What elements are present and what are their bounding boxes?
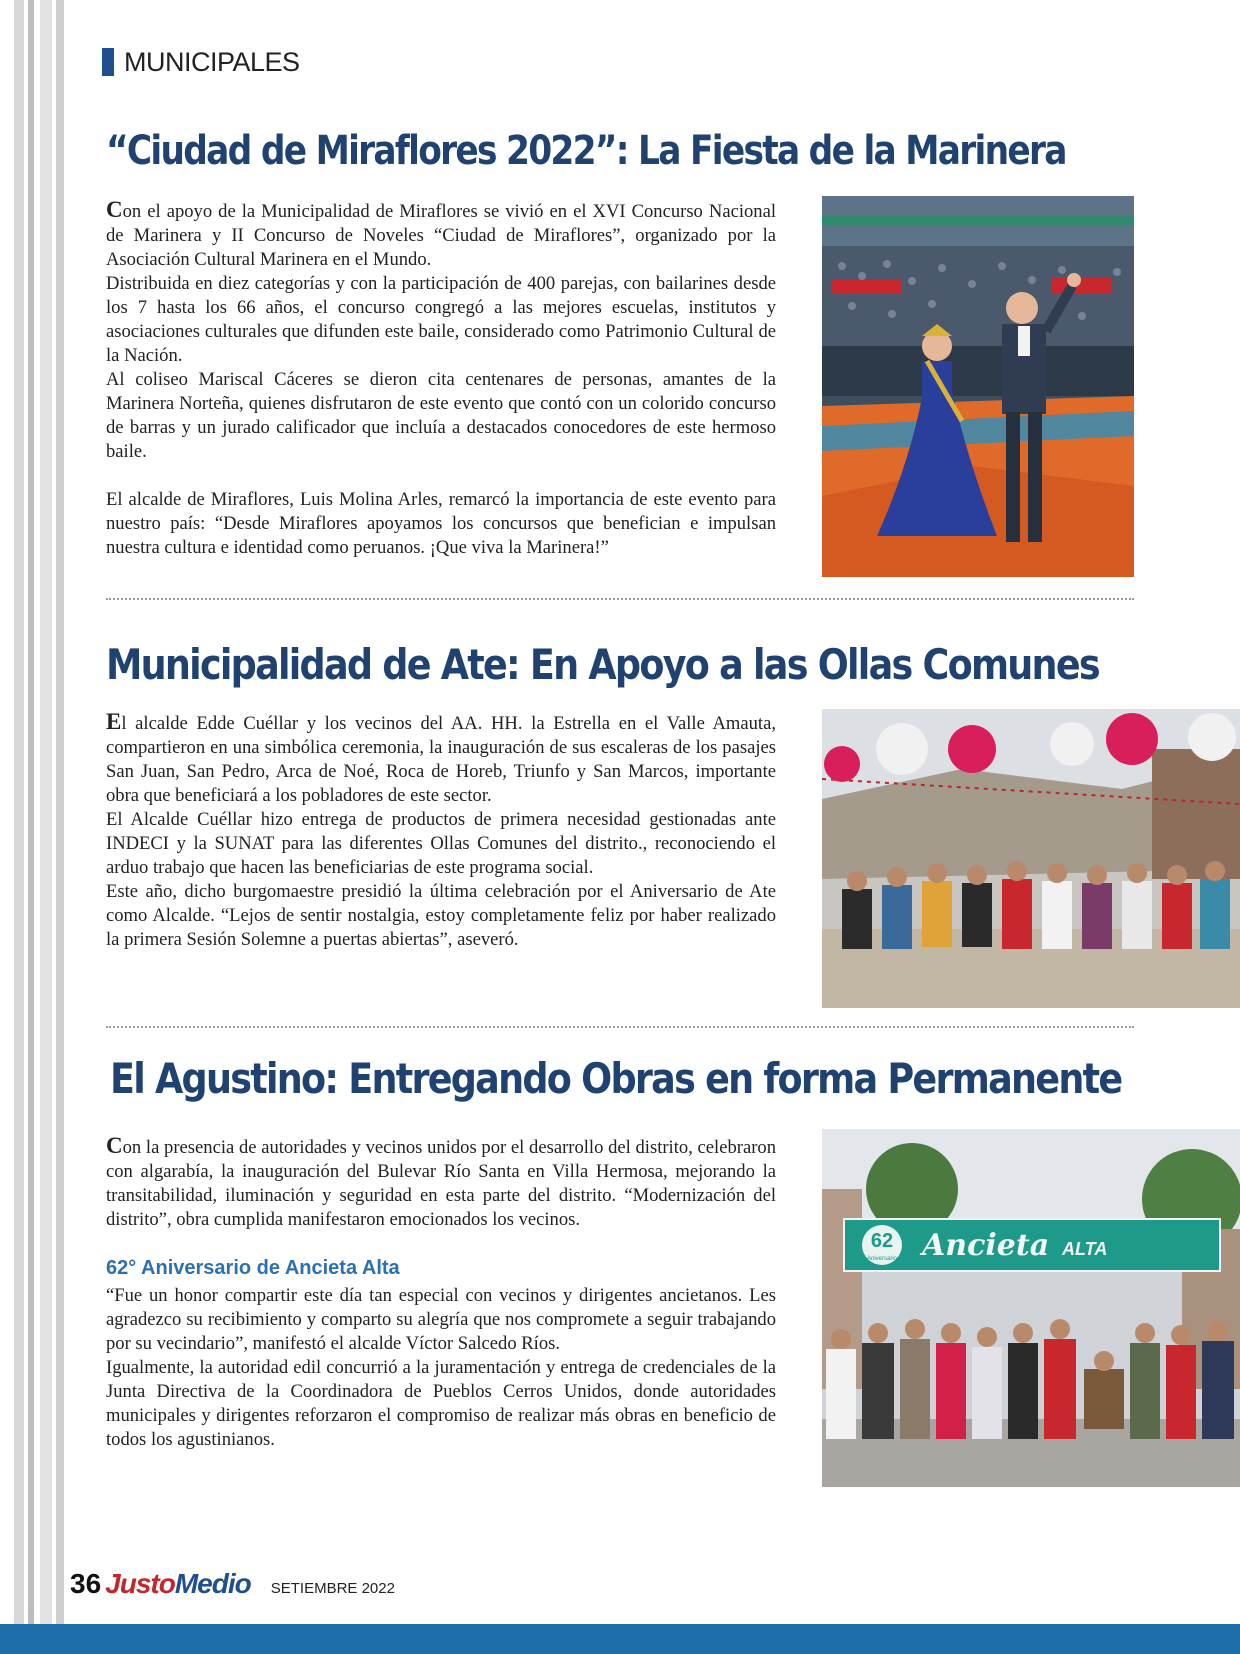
article-divider [106, 1026, 1134, 1028]
article-2-paragraph-1-text: l alcalde Edde Cuéllar y los vecinos del AA. HH. la Estrella en el Valle Amauta, compartieron en una simbólica ceremonia, la inauguración de sus escaleras de los pasajes San Juan, San Pedro, Arca de Noé, Roca de Horeb, Triunfo y San Marcos, importante obra que beneficiará a los pobladores de este sector. [106, 713, 776, 806]
article-2-paragraph: El Alcalde Cuéllar hizo entrega de productos de primera necesidad gestionadas ante INDECI y la SUNAT para las diferentes Ollas Comunes del distrito., reconociendo el arduo trabajo que hacen las beneficiarias de este programa social. [106, 809, 776, 878]
dropcap: C [106, 197, 123, 222]
article-3-paragraph: Igualmente, la autoridad edil concurrió a la juramentación y entrega de credenciales de la Junta Directiva de la Coordinadora de Pueblos Cerros Unidos, donde autoridades municipales y dirigentes reforzaron el compromiso de realizar más obras en beneficio de todos los agustinianos. [106, 1357, 776, 1450]
left-edge-stripes [0, 0, 72, 1654]
article-2-paragraph [106, 710, 776, 808]
article-2-paragraph: Este año, dicho burgomaestre presidió la última celebración por el Aniversario de Ate como Alcalde. “Lejos de sentir nostalgia, estoy completamente feliz por haber realizado la primera Sesión Solemne a puertas abiertas”, aseveró. [106, 881, 776, 950]
ancieta-alta-photo [822, 1129, 1240, 1487]
article-2-headline: Municipalidad de Ate: En Apoyo a las Ollas Comunes [106, 640, 1099, 689]
article-3-subhead: 62° Aniversario de Ancieta Alta [106, 1257, 400, 1279]
article-2-body [106, 710, 776, 952]
article-1-paragraph: El alcalde de Miraflores, Luis Molina Arles, remarcó la importancia de este evento para nuestro país: “Desde Miraflores apoyamos los concursos que benefician e impulsan nuestra cultura e identidad como peruanos. ¡Que viva la Marinera!” [106, 489, 776, 558]
banner-number: 62 [870, 1230, 894, 1252]
dropcap: C [106, 1133, 123, 1158]
section-marker [102, 48, 114, 76]
article-1-paragraph [106, 198, 776, 272]
ollas-comunes-photo [822, 709, 1240, 1008]
article-1-headline: “Ciudad de Miraflores 2022”: La Fiesta de la Marinera [106, 128, 1066, 174]
article-3-headline: El Agustino: Entregando Obras en forma Permanente [110, 1054, 1122, 1103]
brand-logo-medio: Medio [174, 1568, 251, 1599]
bottom-color-bar [0, 1624, 1240, 1654]
article-divider [106, 598, 1134, 600]
section-label-text: MUNICIPALES [124, 46, 300, 77]
page-number: 36 [70, 1568, 102, 1599]
article-1-paragraph: Distribuida en diez categorías y con la participación de 400 parejas, con bailarines desde los 7 hasta los 66 años, el concurso congregó a las mejores escuelas, institutos y asociaciones culturales que difunden este baile, considerado como Patrimonio Cultural de la Nación. [106, 273, 776, 366]
article-3-paragraph [106, 1134, 776, 1232]
dropcap: E [106, 709, 122, 734]
article-3-paragraph-1-text: on la presencia de autoridades y vecinos unidos por el desarrollo del distrito, celebraron con algarabía, la inauguración del Bulevar Río Santa en Villa Hermosa, mejorando la transitabilidad, iluminación y seguridad en esta parte del distrito. “Modernización del distrito”, obra cumplida manifestaron emocionados los vecinos. [106, 1137, 776, 1230]
article-3-paragraph: “Fue un honor compartir este día tan especial con vecinos y dirigentes ancietanos. Les agradezco su recibimiento y comparto su alegría que nos compromete a seguir trabajando por su vecindario”, manifestó el alcalde Víctor Salcedo Ríos. [106, 1285, 776, 1354]
section-label [102, 48, 300, 76]
article-3-body [106, 1134, 776, 1452]
banner-small: Aniversario [866, 1256, 898, 1262]
banner-script: Ancieta [922, 1228, 1050, 1263]
page-footer [70, 1568, 395, 1602]
article-1-paragraph: Al coliseo Mariscal Cáceres se dieron cita centenares de personas, amantes de la Marinera Norteña, quienes disfrutaron de este evento que contó con un colorido concurso de barras y un jurado calificador que incluía a destacados conocedores de este hermoso baile. [106, 369, 776, 462]
marinera-dance-photo [822, 196, 1134, 577]
brand-logo-justo: Justo [105, 1568, 175, 1599]
article-1-body [106, 198, 776, 560]
banner-alta: ALTA [1062, 1239, 1108, 1259]
article-1-paragraph-1-text: on el apoyo de la Municipalidad de Miraflores se vivió en el XVI Concurso Nacional de Marinera y II Concurso de Noveles “Ciudad de Miraflores”, organizado por la Asociación Cultural Marinera en el Mundo. [106, 201, 776, 270]
issue-date: SETIEMBRE 2022 [270, 1580, 395, 1597]
